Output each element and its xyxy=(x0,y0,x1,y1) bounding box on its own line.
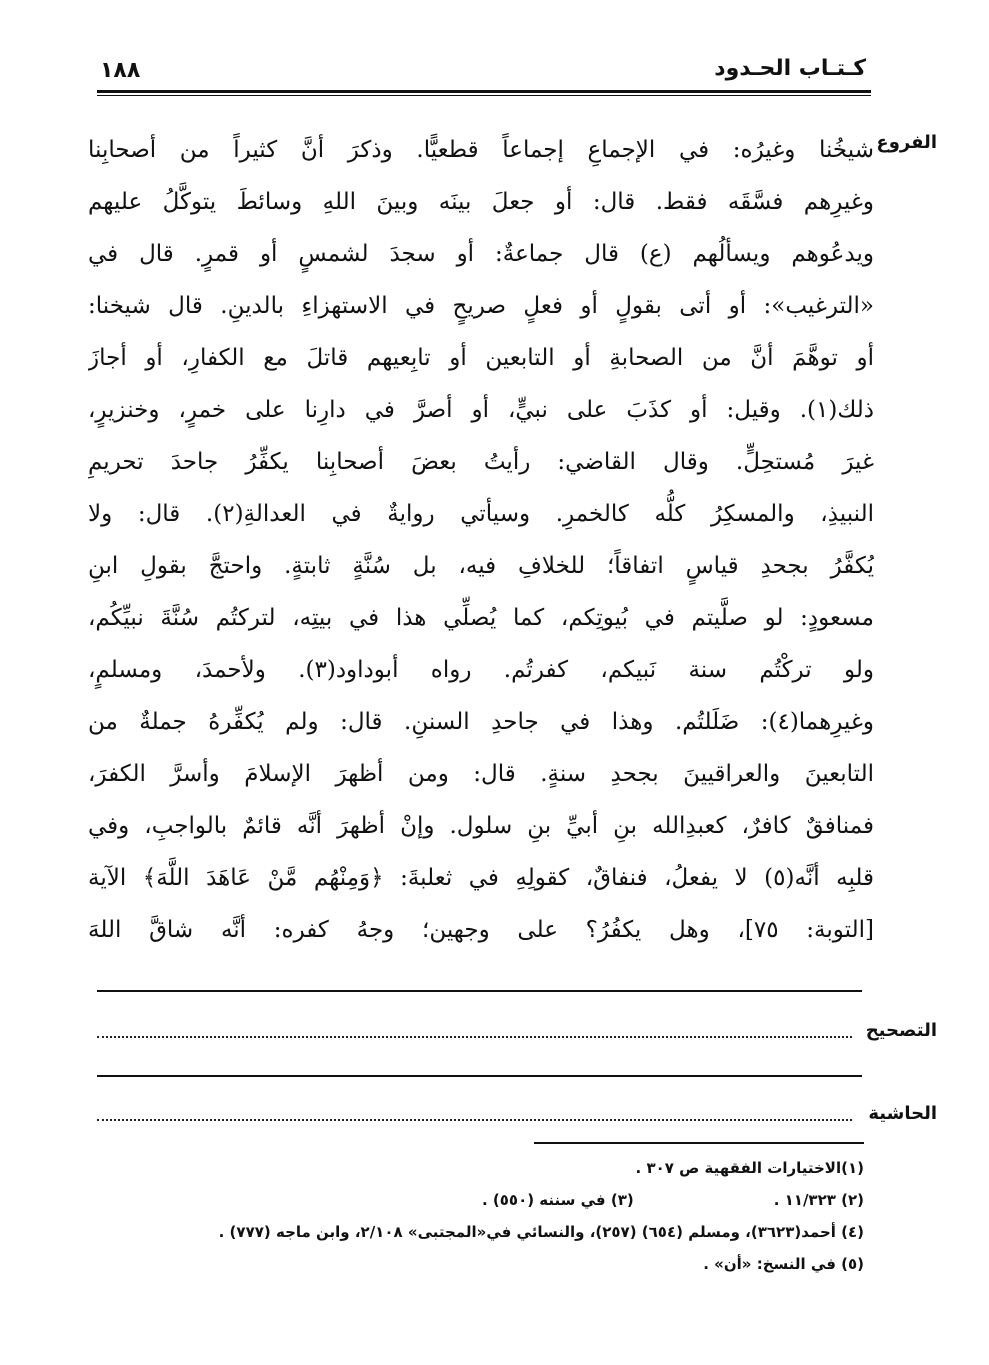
footnote-2: (٢) ١١/٣٢٣ . xyxy=(773,1191,864,1209)
text-line: «الترغيب»: أو أتى بقولٍ أو فعلٍ صريحٍ في الاستهزاءِ بالدينِ. قال شيخنا: xyxy=(88,293,874,319)
correction-dotted-line xyxy=(97,1036,852,1038)
correction-label: التصحيح xyxy=(865,1020,937,1041)
margin-section-label: الفروع xyxy=(876,132,937,153)
running-header-title: كـتـاب الحـدود xyxy=(714,56,866,81)
main-text xyxy=(88,124,874,956)
page-number: ١٨٨ xyxy=(100,58,141,83)
text-line: أو توهَّمَ أنَّ من الصحابةِ أو التابعين أو تابِعيهم قاتلَ مع الكفارِ، أو أجازَ xyxy=(88,345,874,371)
footnote-4: (٤) أحمد(٣٦٢٣)، ومسلم (٦٥٤) (٢٥٧)، والنسائي في«المجتبى» ٢/١٠٨، وابن ماجه (٧٧٧) . xyxy=(218,1223,864,1241)
text-line: قلبِه أنَّه(٥) لا يفعلُ، فنفاقٌ، كقولِهِ في ثعلبةَ: ﴿وَمِنْهُم مَّنْ عَاهَدَ اللَّهَ﴾ الآية xyxy=(88,865,874,891)
text-line: ويدعُوهم ويسألُهم (ع) قال جماعةٌ: أو سجدَ لشمسٍ أو قمرٍ. قال في xyxy=(88,241,874,267)
text-line: [التوبة: ٧٥]، وهل يكفُرُ؟ على وجهين؛ وجهُ كفره: أنَّه شاقَّ اللهَ xyxy=(88,917,874,943)
text-line: التابعينَ والعراقيينَ بجحدِ سنةٍ. قال: ومن أظهرَ الإسلامَ وأسرَّ الكفرَ، xyxy=(88,761,874,787)
header-rule-thick xyxy=(97,90,871,93)
footnotes xyxy=(124,1152,864,1280)
text-line: النبيذِ، والمسكِرُ كلُّه كالخمرِ. وسيأتي روايةٌ في العدالةِ(٢). قال: ولا xyxy=(88,501,874,527)
separator-rule xyxy=(97,1075,862,1077)
text-line: غيرَ مُستحِلٍّ. وقال القاضي: رأيتُ بعضَ أصحابِنا يكفِّرُ جاحدَ تحريمِ xyxy=(88,449,874,475)
text-line: ولو تركْتُم سنة نَبيكم، كفرتُم. رواه أبوداود(٣). ولأحمدَ، ومسلمٍ، xyxy=(88,657,874,683)
text-line: ذلك(١). وقيل: أو كذَبَ على نبيٍّ، أو أصرَّ في دارِنا على خمرٍ، وخنزيرٍ، xyxy=(88,397,874,423)
footnote-5: (٥) في النسخ: «أن» . xyxy=(703,1255,864,1273)
margin-notes-label: الحاشية xyxy=(868,1103,937,1124)
text-line: فمنافقٌ كافرٌ، كعبدِالله بنِ أبيِّ بنِ سلول. وإنْ أظهرَ أنَّه قائمٌ بالواجبِ، وفي xyxy=(88,813,874,839)
separator-rule xyxy=(97,990,862,992)
text-line: يُكفَّرُ بجحدِ قياسٍ اتفاقاً؛ للخلافِ فيه، بل سُنَّةٍ ثابتةٍ. واحتجَّ بقولِ ابنِ xyxy=(88,553,874,579)
text-line: مسعودٍ: لو صلَّيتم في بُيوتِكم، كما يُصلِّي هذا في بيتِه، لتركتُم سُنَّةَ نبيِّكُم، xyxy=(88,605,874,631)
text-line: شيخُنا وغيرُه: في الإجماعِ إجماعاً قطعيًّا. وذكرَ أنَّ كثيراً من أصحابِنا xyxy=(88,137,874,163)
footnote-separator xyxy=(534,1142,864,1144)
margin-notes-dotted-line xyxy=(97,1119,852,1121)
footnote-row-2-3 xyxy=(124,1184,864,1216)
text-line: وغيرِهما(٤): ضَلَلتُم. وهذا في جاحدِ السننِ. قال: ولم يُكفِّرهُ جملةٌ من xyxy=(88,709,874,735)
footnote-3: (٣) في سننه (٥٥٠) . xyxy=(481,1191,634,1209)
text-line: وغيرِهم فسَّقَه فقط. قال: أو جعلَ بينَه وبينَ اللهِ وسائطَ يتوكَّلُ عليهم xyxy=(88,189,874,215)
header-rule-thin xyxy=(97,95,871,96)
footnote-1: (١)الاختيارات الفقهية ص ٣٠٧ . xyxy=(635,1159,864,1177)
